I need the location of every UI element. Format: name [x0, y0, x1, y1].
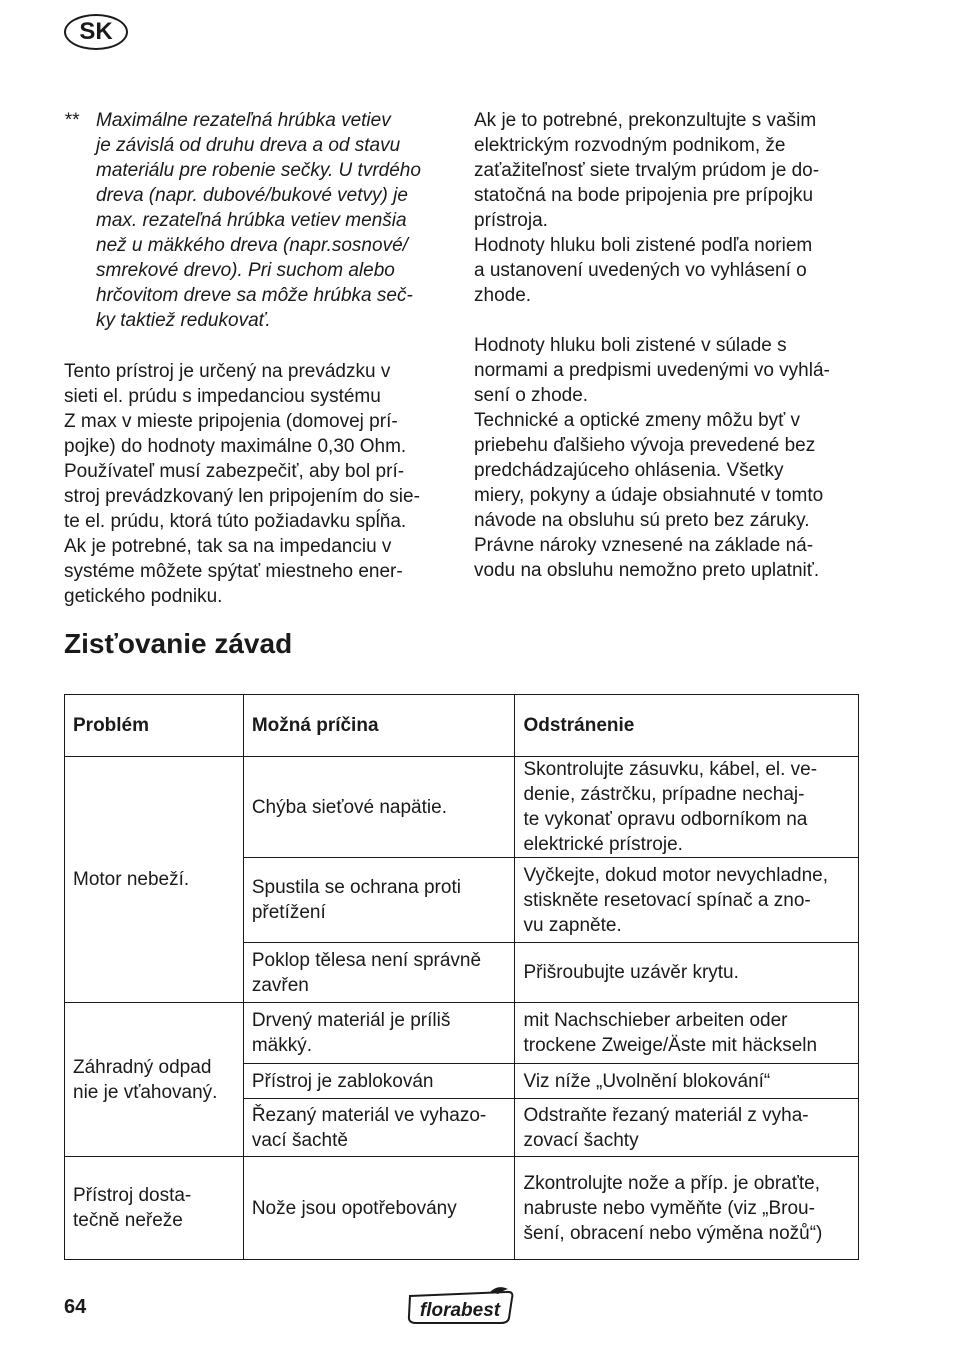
cause-cell: Přístroj je zablokován: [243, 1064, 515, 1099]
fix-cell: Skontrolujte zásuvku, kábel, el. ve- denie, zástrčku, prípadne nechaj- te vykonať opravu odborníkom na elektrické prístroje.: [515, 757, 859, 858]
header-fix: Odstránenie: [515, 695, 859, 757]
right-paragraph-2: Hodnoty hluku boli zistené podľa noriem a ustanovení uvedených vo vyhlásení o zhode.: [474, 235, 813, 306]
fix-cell: Viz níže „Uvolnění blokování“: [515, 1064, 859, 1099]
table-row: [65, 757, 859, 858]
footnote-mark: **: [64, 110, 79, 131]
right-paragraph-3: Hodnoty hluku boli zistené v súlade s normami a predpismi uvedenými vo vyhlá- sení o zhode.: [474, 335, 830, 406]
problem-cell: Přístroj dosta- tečně neřeže: [65, 1157, 244, 1260]
language-badge: SK: [64, 14, 128, 50]
cause-cell: Spustila se ochrana proti přetížení: [243, 858, 515, 943]
cause-cell: Poklop tělesa není správně zavřen: [243, 943, 515, 1003]
logo-text: florabest: [419, 1300, 501, 1321]
impedance-paragraph: [64, 359, 459, 609]
table-row: [65, 1003, 859, 1064]
right-paragraph-4: Technické a optické zmeny môžu byť v priebehu ďalšieho vývoja prevedené bez predchádzajúceho ohlásenia. Všetky miery, pokyny a údaje obsiahnuté v tomto návode na obsluhu sú preto bez záruky. Právne nároky vznesené na základe ná- vodu na obsluhu nemožno preto uplatniť.: [474, 410, 824, 581]
fix-cell: mit Nachschieber arbeiten oder trockene Zweige/Äste mit häckseln: [515, 1003, 859, 1064]
florabest-logo: [406, 1286, 516, 1326]
header-problem: Problém: [65, 695, 244, 757]
footnote: [64, 108, 454, 333]
right-paragraph-1: Ak je to potrebné, prekonzultujte s vašim elektrickým rozvodným podnikom, že zaťažiteľnosť siete trvalým prúdom je do- statočná na bode pripojenia pre prípojku prístroja.: [474, 110, 820, 231]
page-number: 64: [64, 1296, 87, 1318]
footnote-text: Maximálne rezateľná hrúbka vetiev je závislá od druhu dreva a od stavu materiálu pre robenie sečky. U tvrdého dreva (napr. dubové/bukové vetvy) je max. rezateľná hrúbka vetiev menšia než u mäkkého dreva (napr.sosnové/ smrekové drevo). Pri suchom alebo hrčovitom dreve sa môže hrúbka seč- ky taktiež redukovať.: [96, 110, 421, 331]
fix-cell: Zkontrolujte nože a příp. je obraťte, nabruste nebo vyměňte (viz „Brou- šení, obracení nebo výměna nožů“): [515, 1157, 859, 1260]
cause-cell: Drvený materiál je príliš mäkký.: [243, 1003, 515, 1064]
cause-cell: Chýba sieťové napätie.: [243, 757, 515, 858]
fix-cell: Odstraňte řezaný materiál z vyha- zovací šachty: [515, 1099, 859, 1157]
right-column: [474, 108, 874, 583]
fix-cell: Vyčkejte, dokud motor nevychladne, stiskněte resetovací spínač a zno- vu zapněte.: [515, 858, 859, 943]
cause-cell: Nože jsou opotřebovány: [243, 1157, 515, 1260]
table-row: [65, 1157, 859, 1260]
impedance-text: Tento prístroj je určený na prevádzku v sieti el. prúdu s impedanciou systému Z max v mieste pripojenia (domovej prí- pojke) do hodnoty maximálne 0,30 Ohm. Používateľ musí zabezpečiť, aby bol prí- stroj prevádzkovaný len pripojením do sie- te el. prúdu, ktorá túto požiadavku spĺňa. Ak je potrebné, tak sa na impedanciu v systéme môžete spýtať miestneho ener- getického podniku.: [64, 361, 420, 607]
cause-cell: Řezaný materiál ve vyhazo- vací šachtě: [243, 1099, 515, 1157]
section-title: Zisťovanie závad: [64, 628, 293, 659]
problem-cell: Záhradný odpad nie je vťahovaný.: [65, 1003, 244, 1157]
table-header-row: [65, 695, 859, 757]
header-cause: Možná príčina: [243, 695, 515, 757]
fix-cell: Přišroubujte uzávěr krytu.: [515, 943, 859, 1003]
problem-cell: Motor nebeží.: [65, 757, 244, 1003]
troubleshooting-table: [64, 694, 859, 1260]
